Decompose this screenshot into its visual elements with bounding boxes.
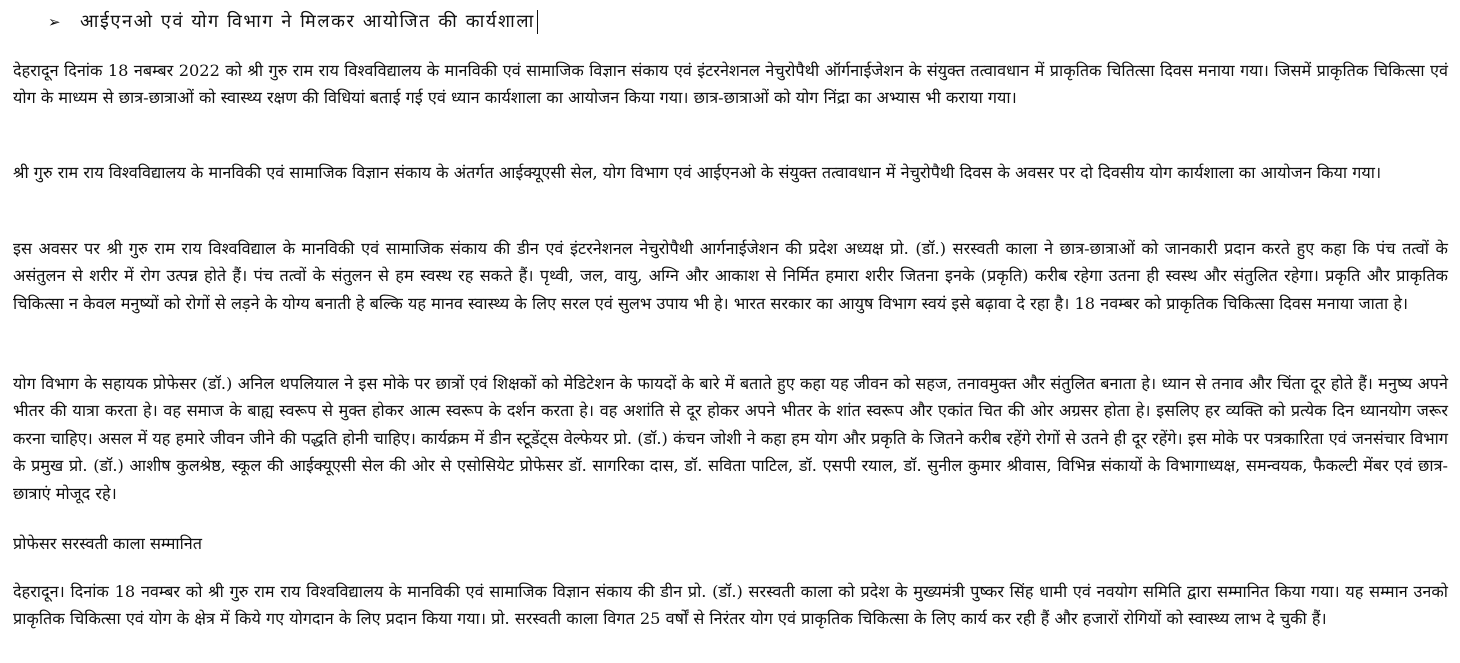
text-cursor — [537, 10, 538, 34]
paragraph-naturopathy-day: देहरादून दिनांक 18 नबम्बर 2022 को श्री गुरु राम राय विश्वविद्यालय के मानविकी एवं सामाजिक विज्ञान संकाय एवं इंटरनेशनल नेचुरोपैथी ऑर्गनाईजेशन के संयुक्त तत्वावधान में प्राकृतिक चितित्सा दिवस मनाया गया। जिसमें प्राकृतिक चिकित्सा एवं योग के माध्यम से छात्र-छात्राओं को स्वास्थ्य रक्षण की विधियां बताई गई एवं ध्यान कार्यशाला का आयोजन किया गया। छात्र-छात्राओं को योग निंद्रा का अभ्यास भी कराया गया। — [13, 61, 1448, 108]
paragraph-dean-address: इस अवसर पर श्री गुरु राम राय विश्वविद्याल के मानविकी एवं सामाजिक संकाय की डीन एवं इंटरनेशनल नेचुरोपैथी आर्गनाईजेशन की प्रदेश अध्यक्ष प्रो. (डॉ.) सरस्वती काला ने छात्र-छात्राओं को जानकारी प्रदान करते हुए कहा कि पंच तत्वों के असंतुलन से शरीर में रोग उत्पन्न होते हैं। पंच तत्वों के संतुलन से हम स्वस्थ रह सकते हैं। पृथ्वी, जल, वायु, अग्नि और आकाश से निर्मित हमारा शरीर जितना इनके (प्रकृति) करीब रहेगा उतना ही स्वस्थ और संतुलित रहेगा। प्रकृति और प्राकृतिक चिकित्सा न केवल मनुष्यों को रोगों से लड़ने के योग्य बनाती हे बल्कि यह मानव स्वास्थ्य के लिए सरल एवं सुलभ उपाय भी हे। भारत सरकार का आयुष विभाग स्वयं इसे बढ़ावा दे रहा है। 18 नवम्बर को प्राकृतिक चिकित्सा दिवस मनाया जाता हे। — [13, 239, 1448, 313]
document-heading: आईएनओ एवं योग विभाग ने मिलकर आयोजित की कार्यशाला — [80, 11, 535, 32]
paragraph-honour-details: देहरादून। दिनांक 18 नवम्बर को श्री गुरु राम राय विश्वविद्यालय के मानविकी एवं सामाजिक विज्ञान संकाय की डीन प्रो. (डॉ.) सरस्वती काला को प्रदेश के मुख्यमंत्री पुष्कर सिंह धामी एवं नवयोग समिति द्वारा सम्मानित किया गया। यह सम्मान उनको प्राकृतिक चिकित्सा एवं योग के क्षेत्र में किये गए योगदान के लिए प्रदान किया गया। प्रो. सरस्वती काला विगत 25 वर्षों से निरंतर योग एवं प्राकृतिक चिकित्सा के लिए कार्य कर रही हैं और हजारों रोगियों को स्वास्थ्य लाभ दे चुकी हैं। — [13, 582, 1448, 629]
subheading-honoured: प्रोफेसर सरस्वती काला सम्मानित — [13, 534, 203, 553]
paragraph-meditation: योग विभाग के सहायक प्रोफेसर (डॉ.) अनिल थपलियाल ने इस मोके पर छात्रों एवं शिक्षकों को मेडिटेशन के फायदों के बारे में बताते हुए कहा यह जीवन को सहज, तनावमुक्त और संतुलित बनाता हे। ध्यान से तनाव और चिंता दूर होते हैं। मनुष्य अपने भीतर की यात्रा करता हे। वह समाज के बाह्य स्वरूप से मुक्त होकर आत्म स्वरूप के दर्शन करता हे। वह अशांति से दूर होकर अपने भीतर के शांत स्वरूप और एकांत चित की ओर अग्रसर होता हे। इसलिए हर व्यक्ति को प्रत्येक दिन ध्यानयोग जरूर करना चाहिए। असल में यह हमारे जीवन जीने की पद्धति होनी चाहिए। कार्यक्रम में डीन स्टूडेंट्स वेल्फेयर प्रो. (डॉ.) कंचन जोशी ने कहा हम योग और प्रकृति के जितने करीब रहेंगे रोगों से उतने ही दूर रहेंगे। इस मोके पर पत्रकारिता एवं जनसंचार विभाग के प्रमुख प्रो. (डॉ.) आशीष कुलश्रेष्ठ, स्कूल की आईक्यूएसी सेल की ओर से एसोसियेट प्रोफेसर डॉ. सागरिका दास, डॉ. सविता पाटिल, डॉ. एसपी रयाल, डॉ. सुनील कुमार श्रीवास, विभिन्न संकायों के विभागाध्यक्ष, समन्वयक, फैकल्टी मेंबर एवं छात्र-छात्राएं मोजूद रहे। — [13, 374, 1448, 503]
paragraph-workshop: श्री गुरु राम राय विश्वविद्यालय के मानविकी एवं सामाजिक विज्ञान संकाय के अंतर्गत आईक्यूएसी सेल, योग विभाग एवं आईएनओ के संयुक्त तत्वावधान में नेचुरोपैथी दिवस के अवसर पर दो दिवसीय योग कार्यशाला का आयोजन किया गया। — [13, 163, 1382, 182]
heading-row — [48, 8, 538, 36]
arrow-head-bullet-icon: ➢ — [48, 13, 61, 31]
